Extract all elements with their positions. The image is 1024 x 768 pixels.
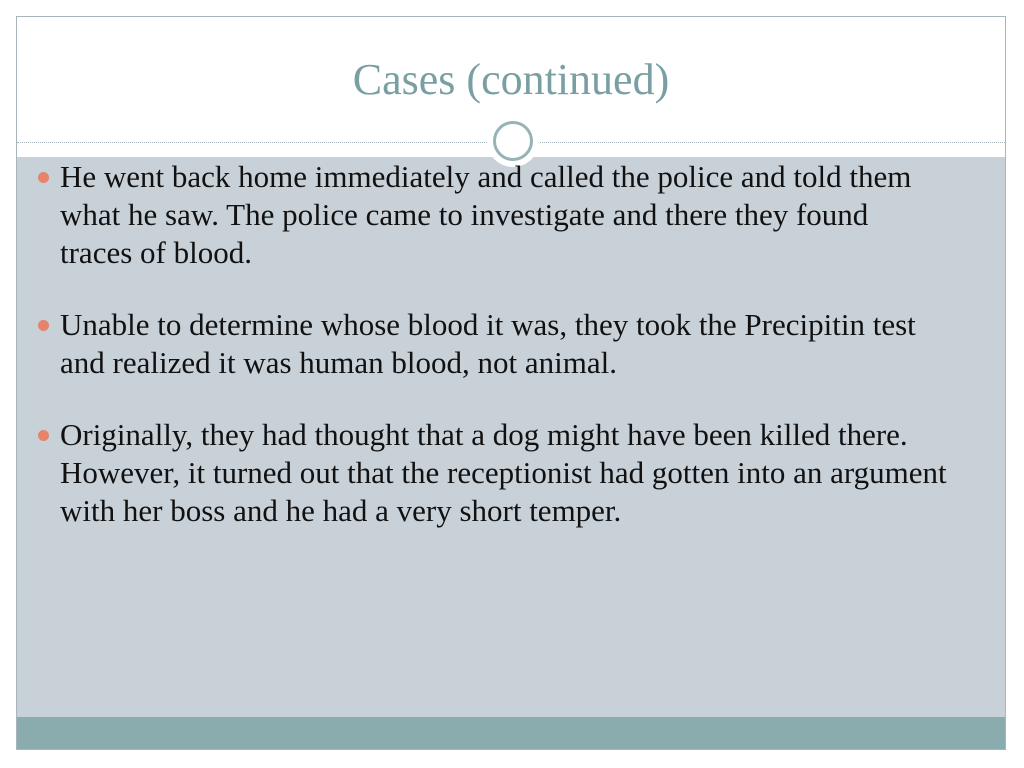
bullet-item bbox=[38, 158, 948, 272]
bullet-list bbox=[38, 158, 948, 564]
bullet-dot-icon bbox=[38, 172, 49, 183]
bullet-item bbox=[38, 306, 948, 382]
footer-bar bbox=[17, 717, 1005, 750]
ornament-ring bbox=[493, 121, 533, 161]
slide-title: Cases (continued) bbox=[352, 55, 670, 104]
bullet-item bbox=[38, 416, 948, 530]
bullet-text: Unable to determine whose blood it was, they took the Precipitin test and realized it was human blood, not animal. bbox=[60, 307, 916, 380]
bullet-text: Originally, they had thought that a dog might have been killed there. However, it turned out that the receptionist had gotten into an argument with her boss and he had a very short temper. bbox=[60, 417, 947, 528]
bullet-dot-icon bbox=[38, 320, 49, 331]
bullet-text: He went back home immediately and called the police and told them what he saw. The police came to investigate and there they found traces of blood. bbox=[60, 159, 912, 270]
bullet-dot-icon bbox=[38, 430, 49, 441]
